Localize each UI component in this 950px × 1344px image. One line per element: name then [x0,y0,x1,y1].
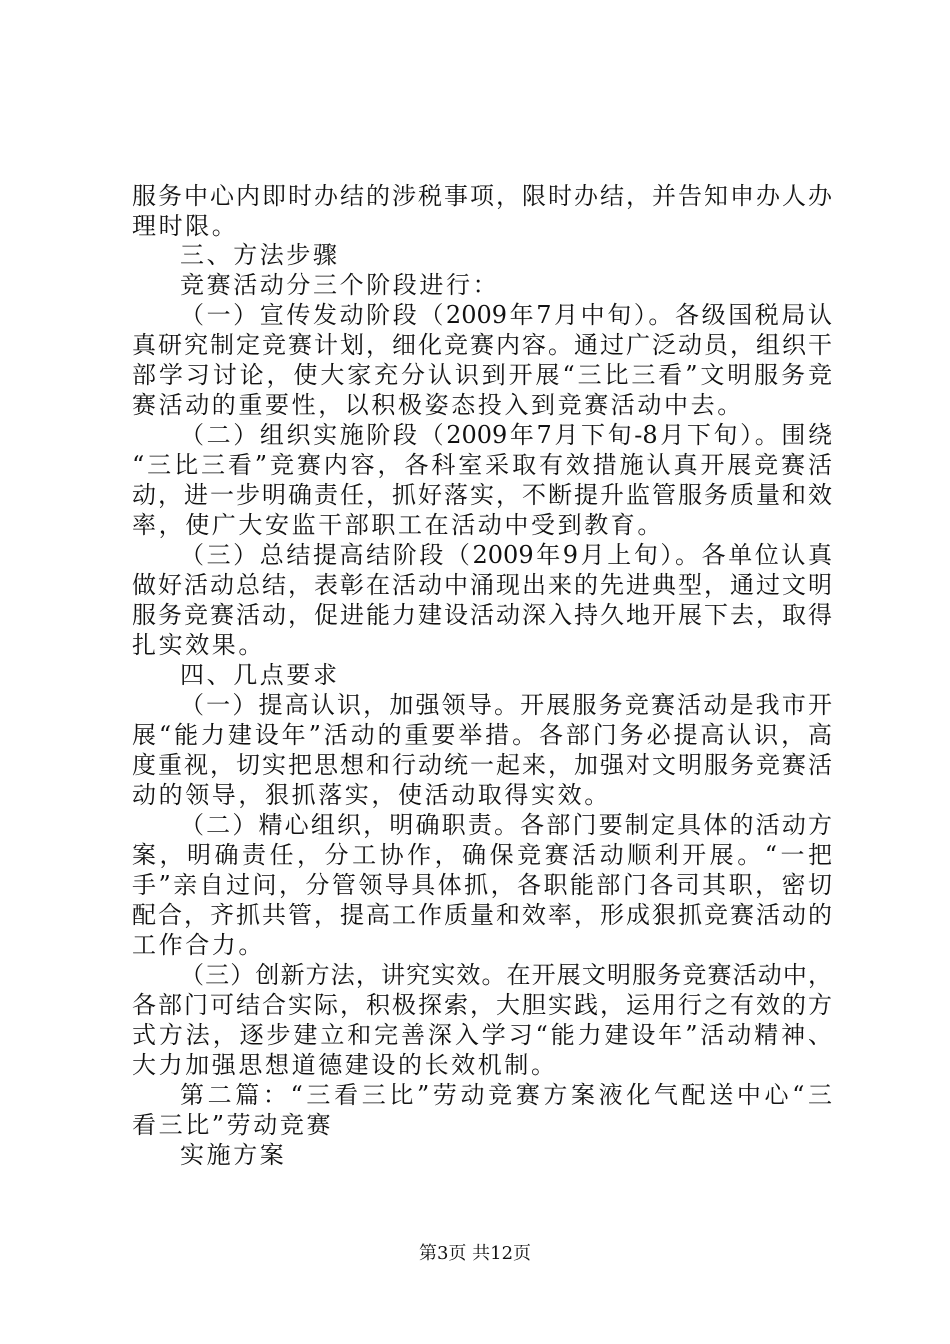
text-line: “三比三看”竞赛内容，各科室采取有效措施认真开展竞赛活 [132,451,832,479]
text-line: 工作合力。 [132,931,265,959]
text-line: （三）创新方法，讲究实效。在开展文明服务竞赛活动中， [180,961,832,989]
text-line: 服务竞赛活动，促进能力建设活动深入持久地开展下去，取得 [132,601,832,629]
text-line: 理时限。 [132,212,239,240]
page-footer: 第3页 共12页 [418,1243,532,1264]
text-line: 配合，齐抓共管，提高工作质量和效率，形成狠抓竞赛活动的 [132,901,832,929]
text-line: 服务中心内即时办结的涉税事项，限时办结，并告知申办人办 [132,182,832,210]
text-line: 赛活动的重要性，以积极姿态投入到竞赛活动中去。 [132,391,744,419]
text-line: 动的领导，狠抓落实，使活动取得实效。 [132,781,611,809]
text-line: 第二篇：“三看三比”劳动竞赛方案液化气配送中心“三 [180,1081,832,1109]
text-line: 手”亲自过问，分管领导具体抓，各职能部门各司其职，密切 [132,871,832,899]
text-line: 做好活动总结，表彰在活动中涌现出来的先进典型，通过文明 [132,571,832,599]
text-line: （三）总结提高结阶段（2009年9月上旬）。各单位认真 [180,541,832,569]
text-line: 式方法，逐步建立和完善深入学习“能力建设年”活动精神、 [132,1021,832,1049]
text-line: 度重视，切实把思想和行动统一起来，加强对文明服务竞赛活 [132,751,832,779]
text-line: 动，进一步明确责任，抓好落实，不断提升监管服务质量和效 [132,481,832,509]
section-heading: 四、几点要求 [180,661,340,689]
text-line: 真研究制定竞赛计划，细化竞赛内容。通过广泛动员，组织干 [132,331,832,359]
text-line: （二）组织实施阶段（2009年7月下旬-8月下旬）。围绕 [180,421,832,449]
section-heading: 三、方法步骤 [180,241,340,269]
text-line: 展“能力建设年”活动的重要举措。各部门务必提高认识，高 [132,721,832,749]
text-line: 率，使广大安监干部职工在活动中受到教育。 [132,511,664,539]
text-line: 案，明确责任，分工协作，确保竞赛活动顺利开展。“一把 [132,841,832,869]
text-line: 各部门可结合实际，积极探索，大胆实践，运用行之有效的方 [132,991,832,1019]
text-line: （一）宣传发动阶段（2009年7月中旬）。各级国税局认 [180,301,832,329]
text-line: 部学习讨论，使大家充分认识到开展“三比三看”文明服务竞 [132,361,832,389]
text-line: （一）提高认识，加强领导。开展服务竞赛活动是我市开 [180,691,832,719]
text-line: 实施方案 [180,1141,287,1169]
text-line: 大力加强思想道德建设的长效机制。 [132,1051,558,1079]
text-line: （二）精心组织，明确职责。各部门要制定具体的活动方 [180,811,832,839]
text-line: 看三比”劳动竞赛 [132,1111,334,1139]
text-line: 竞赛活动分三个阶段进行： [180,271,500,299]
text-line: 扎实效果。 [132,631,265,659]
